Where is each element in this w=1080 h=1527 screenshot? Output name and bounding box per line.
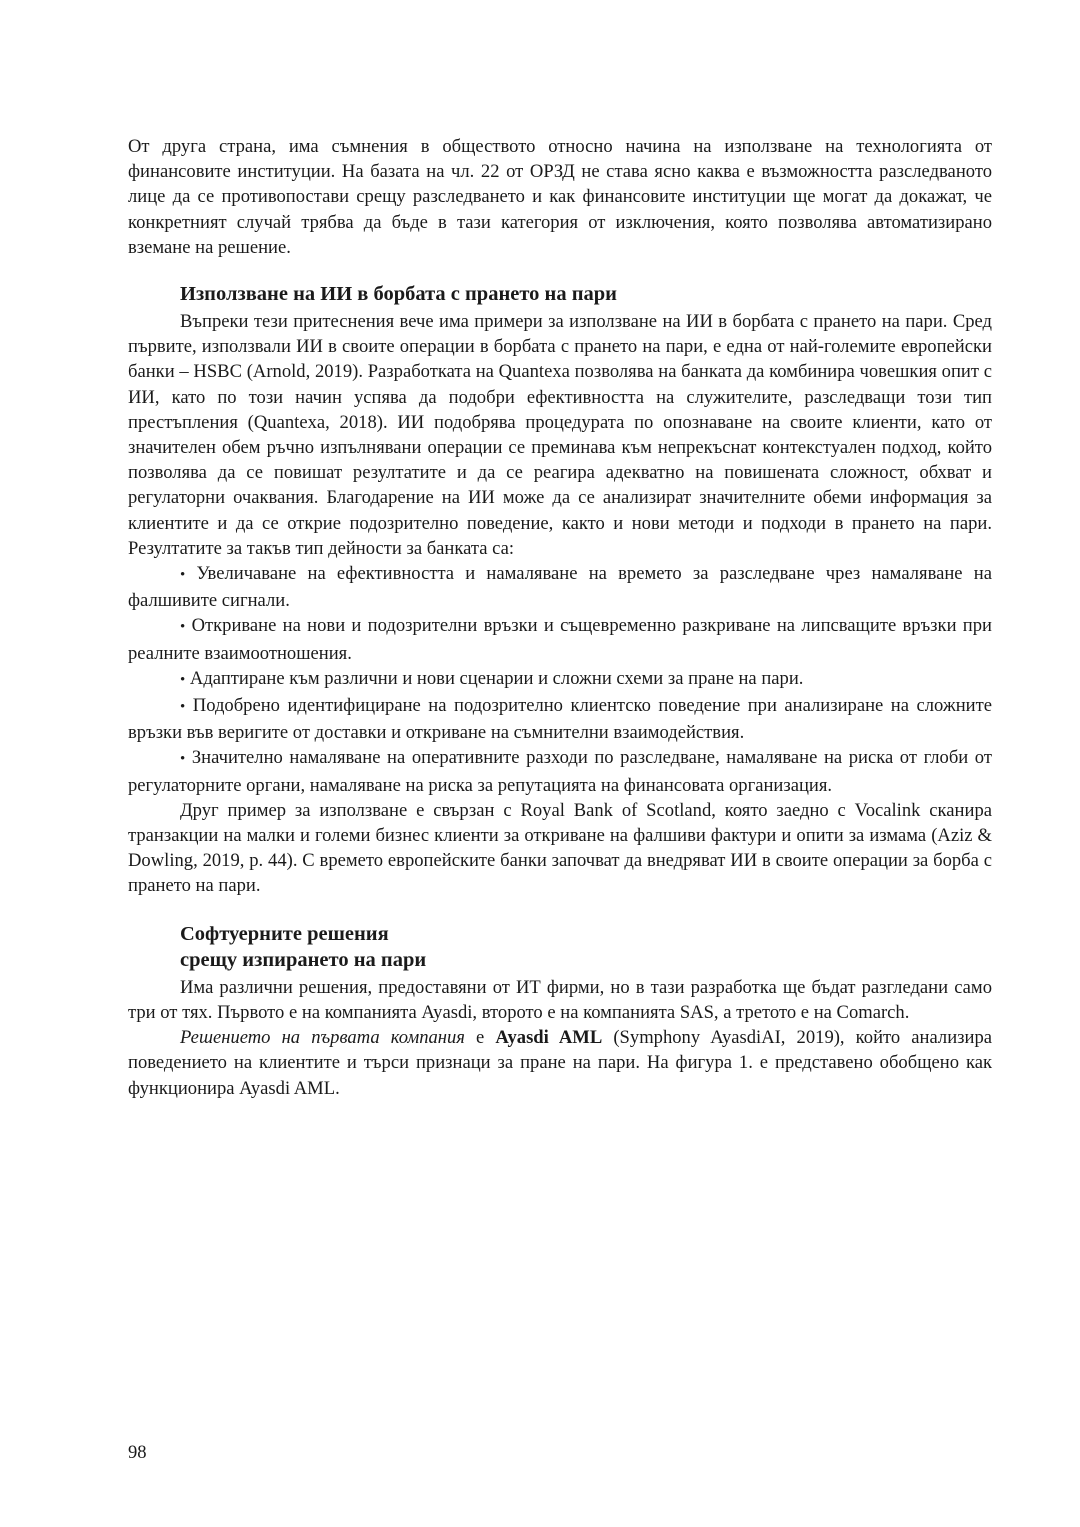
- bullet-item: [128, 613, 992, 665]
- heading-line-1: Софтуерните решения: [180, 922, 389, 945]
- bullet-text: Увеличаване на ефективността и намаляване на времето за разследване чрез намаляване на фалшивите сигнали.: [128, 563, 992, 612]
- bullet-item: [128, 693, 992, 745]
- paragraph-rest: (Symphony AyasdiAI, 2019), който анализира поведението на клиентите и търси признаци за пране на пари. На фигура 1. е представено обобщено как функционира Ayasdi AML.: [128, 1027, 992, 1099]
- bullet-text: Адаптиране към различни и нови сценарии и сложни схеми за пране на пари.: [189, 667, 804, 689]
- section2-paragraph-2: [128, 1025, 992, 1101]
- bullet-icon: •: [180, 671, 186, 688]
- heading-line-2: срещу изпирането на пари: [180, 948, 427, 971]
- bullet-item: [128, 745, 992, 797]
- ayasdi-aml-name: Ayasdi AML: [495, 1027, 603, 1049]
- page-number: 98: [128, 1442, 147, 1463]
- bullet-icon: •: [180, 751, 186, 768]
- section-heading-software-solutions: [128, 921, 992, 973]
- bullet-icon: •: [180, 567, 186, 584]
- page-body: [128, 134, 992, 1101]
- intro-paragraph: От друга страна, има съмнения в обществото относно начина на използване на технологията от финансовите институции. На базата на чл. 22 от ОРЗД не става ясно каква е възможността разследваното лице да се противопостави срещу разследването и как финансовите институции ще могат да докажат, че конкретният случай трябва да бъде в тази категория от изключения, която позволява автоматизирано вземане на решение.: [128, 136, 992, 258]
- bullet-text: Значително намаляване на оперативните разходи по разследване, намаляване на риска от глоби от регулаторните органи, намаляване на риска за репутацията на финансовата организация.: [128, 747, 992, 796]
- first-company-phrase: Решението на първата компания: [180, 1027, 465, 1049]
- bullet-icon: •: [180, 619, 186, 636]
- bullet-item: [128, 666, 992, 693]
- section-heading-ai-aml: Използване на ИИ в борбата с прането на пари: [180, 283, 617, 306]
- bullet-icon: •: [180, 699, 186, 716]
- bullet-text: Откриване на нови и подозрителни връзки и същевременно разкриване на липсващите връзки при реалните взаимоотношения.: [128, 615, 993, 664]
- bullet-text: Подобрено идентифициране на подозрително клиентско поведение при анализиране на сложните връзки във веригите от доставки и откриване на съмнителни взаимодействия.: [128, 695, 992, 744]
- section1-closing-paragraph: Друг пример за използване е свързан с Royal Bank of Scotland, която заедно с Vocalink сканира транзакции на малки и големи бизнес клиенти за откриване на фалшиви фактури и опити за измама (Aziz & Dowling, 2019, p. 44). С времето европейските банки започват да внедряват ИИ в своите операции за борба с прането на пари.: [128, 799, 992, 897]
- connector-text: е: [464, 1027, 496, 1049]
- section1-paragraph: Въпреки тези притеснения вече има примери за използване на ИИ в борбата с прането на пари. Сред първите, използвали ИИ в своите операции в борбата с прането на пари, е една от най-големите европейски банки – HSBC (Arnold, 2019). Разработката на Quantexa позволява на банката да комбинира човешкия опит с ИИ, като по този начин успява да подобри ефективността на служителите, разследващи този тип престъпления (Quantexa, 2018). ИИ подобрява процедурата по опознаване на своите клиенти, като от значителен обем ръчно изпълнявани операции се преминава към непрекъснат контекстуален подход, който позволява да се повишат резултатите и да се реагира адекватно на повишената сложност, обхват и регулаторни очаквания. Благодарение на ИИ може да се анализират значителните обеми информация за клиентите и да се открие подозрително поведение, както и нови методи и подходи в прането на пари. Резултатите за такъв тип дейности за банката са:: [128, 311, 992, 559]
- section2-paragraph-1: Има различни решения, предоставяни от ИТ фирми, но в тази разработка ще бъдат разгледани само три от тях. Първото е на компанията Ayasdi, второто е на компанията SAS, а третото е на Comarch.: [128, 976, 992, 1023]
- bullet-item: [128, 561, 992, 613]
